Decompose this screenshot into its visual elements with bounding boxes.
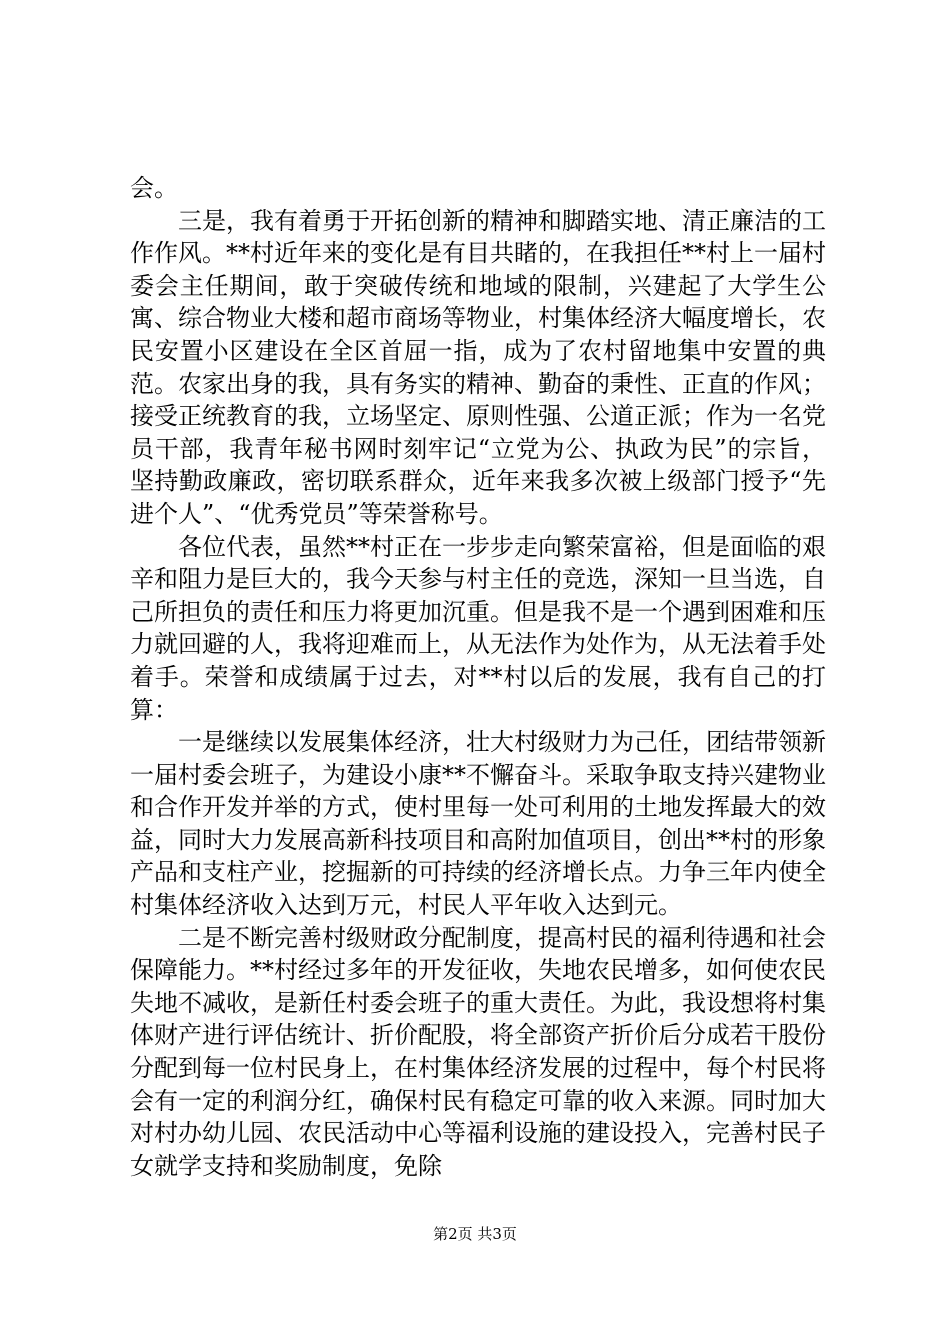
paragraph-plan-one: 一是继续以发展集体经济，壮大村级财力为己任，团结带领新一届村委会班子，为建设小康**不懈奋斗。采取争取支持兴建物业和合作开发并举的方式，使村里每一处可利用的土地发挥最大的效益，同时大力发展高新科技项目和高附加值项目，创出**村的形象产品和支柱产业，挖掘新的可持续的经济增长点。力争三年内使全村集体经济收入达到万元，村民人平年收入达到元。 bbox=[130, 728, 826, 920]
paragraph-point-three: 三是，我有着勇于开拓创新的精神和脚踏实地、清正廉洁的工作作风。**村近年来的变化是有目共睹的，在我担任**村上一届村委会主任期间，敢于突破传统和地域的限制，兴建起了大学生公寓、综合物业大楼和超市商场等物业，村集体经济大幅度增长，农民安置小区建设在全区首屈一指，成为了农村留地集中安置的典范。农家出身的我，具有务实的精神、勤奋的秉性、正直的作风；接受正统教育的我，立场坚定、原则性强、公道正派；作为一名党员干部，我青年秘书网时刻牢记“立党为公、执政为民”的宗旨，坚持勤政廉政，密切联系群众，近年来我多次被上级部门授予“先进个人”、“优秀党员”等荣誉称号。 bbox=[130, 206, 826, 528]
paragraph-plan-two: 二是不断完善村级财政分配制度，提高村民的福利待遇和社会保障能力。**村经过多年的开发征收，失地农民增多，如何使农民失地不减收，是新任村委会班子的重大责任。为此，我设想将村集体财产进行评估统计、折价配股，将全部资产折价后分成若干股份分配到每一位村民身上，在村集体经济发展的过程中，每个村民将会有一定的利润分红，确保村民有稳定可靠的收入来源。同时加大对村办幼儿园、农民活动中心等福利设施的建设投入，完善村民子女就学支持和奖励制度，免除 bbox=[130, 923, 826, 1180]
page-footer: 第2页 共3页 bbox=[433, 1225, 517, 1243]
paragraph-continuation: 会。 bbox=[130, 174, 178, 202]
document-body bbox=[130, 172, 826, 1182]
paragraph-representatives: 各位代表，虽然**村正在一步步走向繁荣富裕，但是面临的艰辛和阻力是巨大的，我今天参与村主任的竞选，深知一旦当选，自己所担负的责任和压力将更加沉重。但是我不是一个遇到困难和压力就回避的人，我将迎难而上，从无法作为处作为，从无法着手处着手。荣誉和成绩属于过去，对**村以后的发展，我有自己的打算： bbox=[130, 532, 826, 724]
